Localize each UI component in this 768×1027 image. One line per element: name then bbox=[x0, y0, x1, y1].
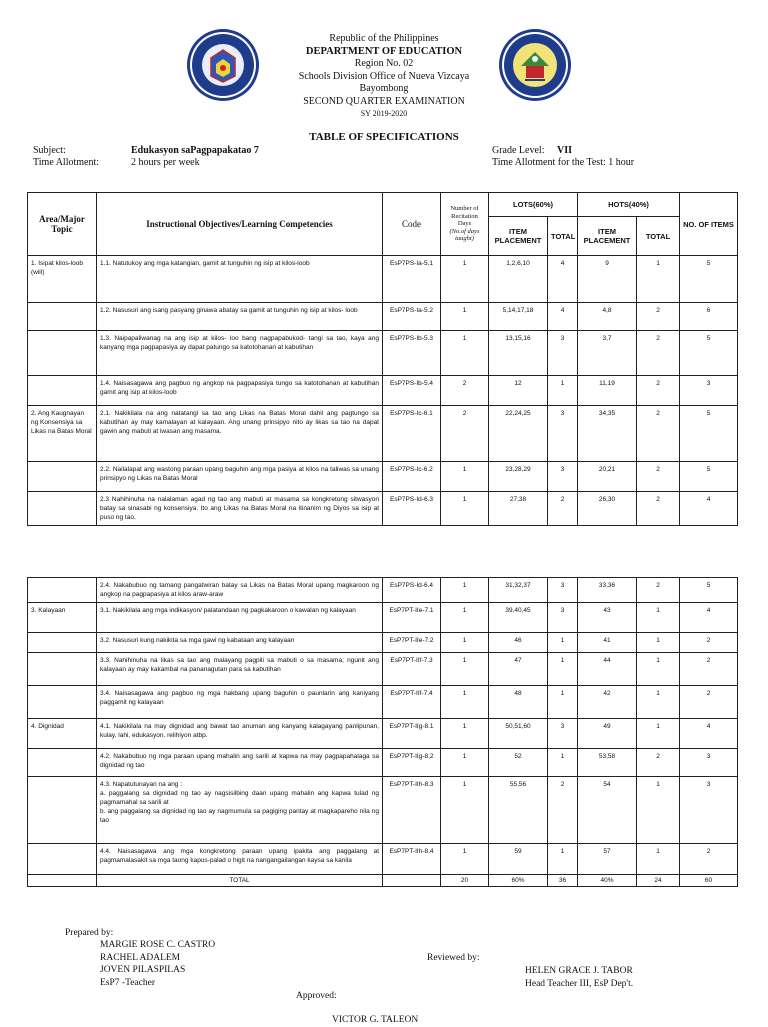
hots-total-cell: 1 bbox=[637, 719, 680, 749]
hots-total-cell: 2 bbox=[637, 331, 680, 376]
items-cell: 2 bbox=[680, 633, 738, 653]
table-row bbox=[28, 256, 738, 303]
items-cell: 2 bbox=[680, 653, 738, 686]
col-hots: HOTS(40%) bbox=[578, 193, 680, 217]
specifications-table-part1 bbox=[27, 192, 738, 526]
preparer-3: JOVEN PILASPILAS bbox=[100, 965, 186, 975]
area-cell: 2. Ang Kaugnayan ng Konsensiya sa Likas na Batas Moral bbox=[28, 406, 97, 462]
col-area: Area/Major Topic bbox=[28, 193, 97, 256]
lots-total-cell: 3 bbox=[548, 406, 578, 462]
area-cell bbox=[28, 376, 97, 406]
lots-total-cell: 3 bbox=[548, 462, 578, 492]
code-cell: EsP7PT-IIh-8.3 bbox=[383, 777, 441, 844]
objective-cell: 2.2. Nailalapat ang wastong paraan upang baguhin ang mga pasiya at kilos na taliwas sa unang prinsipyo ng Likas na Batas Moral bbox=[97, 462, 383, 492]
hots-placement-cell: 33,36 bbox=[578, 578, 637, 603]
items-cell: 2 bbox=[680, 844, 738, 875]
col-lots-placement: ITEM PLACEMENT bbox=[489, 217, 548, 256]
hots-placement-cell: 53,58 bbox=[578, 749, 637, 777]
items-cell: 5 bbox=[680, 256, 738, 303]
lots-placement-cell: 39,40,45 bbox=[489, 603, 548, 633]
preparer-role: EsP7 -Teacher bbox=[100, 977, 155, 988]
code-cell: EsP7PT-IIh-8.4 bbox=[383, 844, 441, 875]
totals-items: 60 bbox=[680, 875, 738, 887]
grade-level-value: VII bbox=[557, 145, 573, 156]
code-cell: EsP7PT-IIe-7.2 bbox=[383, 633, 441, 653]
area-cell: 4. Dignidad bbox=[28, 719, 97, 749]
area-cell bbox=[28, 462, 97, 492]
hots-placement-cell: 3,7 bbox=[578, 331, 637, 376]
specifications-table-part2 bbox=[27, 577, 738, 887]
objective-cell: 1.1. Natutukoy ang mga katangian, gamit at tunguhin ng isip at kilos-loob bbox=[97, 256, 383, 303]
area-cell: 1. Isipat kilos-loob (will) bbox=[28, 256, 97, 303]
table-row bbox=[28, 777, 738, 844]
col-objectives: Instructional Objectives/Learning Competencies bbox=[97, 193, 383, 256]
totals-hots-pct: 40% bbox=[578, 875, 637, 887]
objective-cell: 3.2. Nasusuri kung nakikita sa mga gawi ng kabataan ang kalayaan bbox=[97, 633, 383, 653]
col-code: Code bbox=[383, 193, 441, 256]
table-row bbox=[28, 406, 738, 462]
table-row bbox=[28, 653, 738, 686]
items-cell: 4 bbox=[680, 492, 738, 526]
code-cell: EsP7PT-IIe-7.1 bbox=[383, 603, 441, 633]
preparer-2: RACHEL ADALEM bbox=[100, 952, 181, 963]
time-allotment-value: 2 hours per week bbox=[131, 157, 200, 168]
days-cell: 1 bbox=[441, 686, 489, 719]
lots-total-cell: 3 bbox=[548, 719, 578, 749]
code-cell: EsP7PS-Ia-5.1 bbox=[383, 256, 441, 303]
col-lots-total: TOTAL bbox=[548, 217, 578, 256]
objective-cell: 2.3 Nahihinuha na nalalaman agad ng tao ang mabuti at masama sa kongkretong sitwasyon batay sa sinasabi ng konsensiya. Ito ang Likas na Batas Moral na itinanim ng Diyos sa isip at puso ng tao. bbox=[97, 492, 383, 526]
letterhead bbox=[200, 33, 568, 121]
items-cell: 5 bbox=[680, 462, 738, 492]
col-hots-total: TOTAL bbox=[637, 217, 680, 256]
division-line: Schools Division Office of Nueva Vizcaya bbox=[298, 70, 470, 82]
col-days-b: (No.of days taught) bbox=[449, 227, 480, 243]
hots-placement-cell: 9 bbox=[578, 256, 637, 303]
items-cell: 3 bbox=[680, 376, 738, 406]
reviewed-by-label: Reviewed by: bbox=[427, 953, 480, 963]
table-row bbox=[28, 578, 738, 603]
hots-total-cell: 1 bbox=[637, 256, 680, 303]
hots-total-cell: 1 bbox=[637, 653, 680, 686]
lots-placement-cell: 48 bbox=[489, 686, 548, 719]
lots-total-cell: 1 bbox=[548, 653, 578, 686]
department-line: DEPARTMENT OF EDUCATION bbox=[305, 45, 463, 57]
table-row bbox=[28, 303, 738, 331]
exam-line: SECOND QUARTER EXAMINATION bbox=[303, 95, 465, 107]
objective-cell: 4.4. Naisasagawa ang mga kongkretong paraan upang ipakita ang paggalang at pagmamalasakit sa mga taong kapus-palad o higit na nangangailangan kaysa sa kanila bbox=[97, 844, 383, 875]
hots-total-cell: 2 bbox=[637, 578, 680, 603]
objective-cell: 2.4. Nakabubuo ng tamang pangatwiran batay sa Likas na Batas Moral upang magkaroon ng angkop na pagpapasiya at kilos araw-araw bbox=[97, 578, 383, 603]
hots-placement-cell: 49 bbox=[578, 719, 637, 749]
area-cell: 3. Kalayaan bbox=[28, 603, 97, 633]
lots-total-cell: 3 bbox=[548, 578, 578, 603]
hots-placement-cell: 54 bbox=[578, 777, 637, 844]
code-cell: EsP7PS-Ia-5.2 bbox=[383, 303, 441, 331]
republic-line: Republic of the Philippines bbox=[329, 33, 439, 44]
items-cell: 2 bbox=[680, 686, 738, 719]
days-cell: 1 bbox=[441, 578, 489, 603]
hots-placement-cell: 41 bbox=[578, 633, 637, 653]
lots-total-cell: 3 bbox=[548, 603, 578, 633]
lots-placement-cell: 52 bbox=[489, 749, 548, 777]
subject-value: Edukasyon saPagpapakatao 7 bbox=[131, 145, 259, 156]
days-cell: 2 bbox=[441, 406, 489, 462]
lots-placement-cell: 13,15,16 bbox=[489, 331, 548, 376]
region-line: Region No. 02 bbox=[354, 58, 414, 69]
approver-name: VICTOR G. TALEON bbox=[332, 1015, 419, 1025]
hots-total-cell: 1 bbox=[637, 777, 680, 844]
totals-label: TOTAL bbox=[97, 875, 383, 887]
hots-total-cell: 2 bbox=[637, 303, 680, 331]
col-no-items: NO. OF ITEMS bbox=[680, 193, 738, 256]
hots-total-cell: 2 bbox=[637, 462, 680, 492]
items-cell: 4 bbox=[680, 719, 738, 749]
prepared-by-label: Prepared by: bbox=[65, 928, 114, 938]
lots-placement-cell: 50,51,60 bbox=[489, 719, 548, 749]
code-cell: EsP7PS-Id-6.3 bbox=[383, 492, 441, 526]
hots-total-cell: 2 bbox=[637, 749, 680, 777]
objective-cell: 4.2. Nakabubuo ng mga paraan upang mahalin ang sarili at kapwa na may pagpapahalaga sa dignidad ng tao bbox=[97, 749, 383, 777]
area-cell bbox=[28, 303, 97, 331]
objective-cell: 4.1. Nakikilala na may dignidad ang bawat tao anuman ang kanyang kalagayang panlipunan, kulay, lahi, edukasyon, relihiyon atbp. bbox=[97, 719, 383, 749]
lots-total-cell: 2 bbox=[548, 492, 578, 526]
table-row bbox=[28, 844, 738, 875]
hots-total-cell: 1 bbox=[637, 686, 680, 719]
lots-total-cell: 1 bbox=[548, 376, 578, 406]
lots-placement-cell: 22,24,25 bbox=[489, 406, 548, 462]
totals-hots-total: 24 bbox=[637, 875, 680, 887]
lots-placement-cell: 55,56 bbox=[489, 777, 548, 844]
col-lots: LOTS(60%) bbox=[489, 193, 578, 217]
code-cell: EsP7PS-Id-6.4 bbox=[383, 578, 441, 603]
days-cell: 1 bbox=[441, 462, 489, 492]
table-row bbox=[28, 749, 738, 777]
days-cell: 1 bbox=[441, 303, 489, 331]
lots-total-cell: 4 bbox=[548, 256, 578, 303]
objective-cell: 3.4. Naisasagawa ang pagbuo ng mga hakbang upang baguhin o paunlarin ang kaniyang paggamit ng kalayaan bbox=[97, 686, 383, 719]
objective-cell: 1.2. Nasusuri ang isang pasyang ginawa abatay sa gamit at tunguhin ng isip at kilos- loob bbox=[97, 303, 383, 331]
totals-lots-total: 36 bbox=[548, 875, 578, 887]
hots-placement-cell: 20,21 bbox=[578, 462, 637, 492]
hots-placement-cell: 34,35 bbox=[578, 406, 637, 462]
lots-placement-cell: 47 bbox=[489, 653, 548, 686]
hots-placement-cell: 4,8 bbox=[578, 303, 637, 331]
objective-cell: 4.3. Napatutunayan na ang : a. paggalang sa dignidad ng tao ay nagsisilbing daan upang mahalin ang kapwa tulad ng pagmamahal sa sarili at b. ang paggalang sa dignidad ng tao ay nagmumula sa pagiging pantay at magkapareho nila ng tao bbox=[97, 777, 383, 844]
days-cell: 1 bbox=[441, 633, 489, 653]
table-row bbox=[28, 462, 738, 492]
preparer-block bbox=[100, 939, 215, 989]
hots-total-cell: 1 bbox=[637, 844, 680, 875]
reviewer-name: HELEN GRACE J. TABOR bbox=[525, 966, 633, 976]
area-cell bbox=[28, 578, 97, 603]
table-row bbox=[28, 492, 738, 526]
totals-days: 20 bbox=[441, 875, 489, 887]
hots-total-cell: 2 bbox=[637, 406, 680, 462]
preparer-1: MARGIE ROSE C. CASTRO bbox=[100, 940, 216, 950]
subject-label: Subject: bbox=[33, 145, 66, 156]
town-line: Bayombong bbox=[359, 83, 409, 94]
area-cell bbox=[28, 331, 97, 376]
days-cell: 1 bbox=[441, 777, 489, 844]
items-cell: 3 bbox=[680, 749, 738, 777]
time-allotment-label: Time Allotment: bbox=[33, 157, 100, 168]
lots-total-cell: 4 bbox=[548, 303, 578, 331]
school-year: SY 2019-2020 bbox=[360, 109, 408, 118]
table-row bbox=[28, 633, 738, 653]
items-cell: 6 bbox=[680, 303, 738, 331]
code-cell: EsP7PT-IIg-8.2 bbox=[383, 749, 441, 777]
hots-placement-cell: 26,30 bbox=[578, 492, 637, 526]
hots-placement-cell: 57 bbox=[578, 844, 637, 875]
area-cell bbox=[28, 492, 97, 526]
days-cell: 1 bbox=[441, 256, 489, 303]
hots-total-cell: 1 bbox=[637, 603, 680, 633]
objective-cell: 2.1. Nakikilala na ang natatangi sa tao ang Likas na Batas Moral dahil ang pagtungo sa kabutihan ay may kamalayan at kalayaan. Ang unang prinsipyo nito ay likas sa tao na dapat gawin ang mabuti at iwasan ang masama. bbox=[97, 406, 383, 462]
reviewer-role: Head Teacher III, EsP Dep't. bbox=[525, 978, 634, 989]
code-cell: EsP7PT-IIg-8.1 bbox=[383, 719, 441, 749]
hots-placement-cell: 44 bbox=[578, 653, 637, 686]
table-row bbox=[28, 376, 738, 406]
lots-placement-cell: 27,38 bbox=[489, 492, 548, 526]
lots-total-cell: 3 bbox=[548, 331, 578, 376]
table-row bbox=[28, 331, 738, 376]
lots-total-cell: 1 bbox=[548, 749, 578, 777]
code-cell: EsP7PT-IIf-7.4 bbox=[383, 686, 441, 719]
items-cell: 5 bbox=[680, 331, 738, 376]
objective-cell: 1.3. Naipapaliwanag na ang isip at kilos- loo bang nagpapabukod- tangi sa tao, kaya ang kanyang mga pagpapasiya ay dapat patungo sa katotohanan at kabutihan bbox=[97, 331, 383, 376]
page-title: TABLE OF SPECIFICATIONS bbox=[309, 131, 459, 143]
grade-level-label: Grade Level: bbox=[492, 145, 545, 156]
lots-total-cell: 1 bbox=[548, 633, 578, 653]
lots-total-cell: 1 bbox=[548, 844, 578, 875]
lots-total-cell: 2 bbox=[548, 777, 578, 844]
code-cell: EsP7PT-IIf-7.3 bbox=[383, 653, 441, 686]
lots-placement-cell: 1,2,6,10 bbox=[489, 256, 548, 303]
hots-placement-cell: 42 bbox=[578, 686, 637, 719]
days-cell: 1 bbox=[441, 719, 489, 749]
days-cell: 1 bbox=[441, 492, 489, 526]
col-days-a: Number of Recitation Days bbox=[450, 205, 479, 228]
items-cell: 5 bbox=[680, 578, 738, 603]
days-cell: 2 bbox=[441, 376, 489, 406]
area-cell bbox=[28, 777, 97, 844]
lots-placement-cell: 5,14,17,18 bbox=[489, 303, 548, 331]
approved-label: Approved: bbox=[296, 991, 337, 1001]
code-cell: EsP7PS-Ib-5.4 bbox=[383, 376, 441, 406]
lots-placement-cell: 12 bbox=[489, 376, 548, 406]
code-cell: EsP7PS-Ic-6.1 bbox=[383, 406, 441, 462]
col-hots-placement: ITEM PLACEMENT bbox=[578, 217, 637, 256]
hots-total-cell: 2 bbox=[637, 492, 680, 526]
items-cell: 5 bbox=[680, 406, 738, 462]
area-cell bbox=[28, 844, 97, 875]
lots-total-cell: 1 bbox=[548, 686, 578, 719]
table-row bbox=[28, 686, 738, 719]
area-cell bbox=[28, 749, 97, 777]
code-cell: EsP7PS-Ic-6.2 bbox=[383, 462, 441, 492]
hots-total-cell: 2 bbox=[637, 376, 680, 406]
reviewer-block bbox=[525, 965, 633, 990]
days-cell: 1 bbox=[441, 331, 489, 376]
lots-placement-cell: 23,28,29 bbox=[489, 462, 548, 492]
totals-lots-pct: 60% bbox=[489, 875, 548, 887]
code-cell: EsP7PS-Ib-5.3 bbox=[383, 331, 441, 376]
col-recitation-days bbox=[441, 193, 489, 256]
totals-row bbox=[28, 875, 738, 887]
days-cell: 1 bbox=[441, 603, 489, 633]
table-row bbox=[28, 719, 738, 749]
days-cell: 1 bbox=[441, 749, 489, 777]
hots-placement-cell: 43 bbox=[578, 603, 637, 633]
area-cell bbox=[28, 633, 97, 653]
hots-total-cell: 1 bbox=[637, 633, 680, 653]
area-cell bbox=[28, 653, 97, 686]
objective-cell: 3.3. Nahihinuha na likas sa tao ang malayang pagpili sa mabuti o sa masama; ngunit ang kalayaan ay may kakambal na pananagutan para sa kabutihan bbox=[97, 653, 383, 686]
objective-cell: 3.1. Nakikilala ang mga indikasyon/ palatandaan ng pagkakaroon o kawalan ng kalayaan bbox=[97, 603, 383, 633]
lots-placement-cell: 31,32,37 bbox=[489, 578, 548, 603]
items-cell: 4 bbox=[680, 603, 738, 633]
lots-placement-cell: 46 bbox=[489, 633, 548, 653]
days-cell: 1 bbox=[441, 844, 489, 875]
test-time-allotment: Time Allotment for the Test: 1 hour bbox=[492, 157, 635, 168]
days-cell: 1 bbox=[441, 653, 489, 686]
objective-cell: 1.4. Naisasagawa ang pagbuo ng angkop na pagpapasiya tungo sa katotohanan at kabutihan gamit ang isip at kilos-loob bbox=[97, 376, 383, 406]
area-cell bbox=[28, 686, 97, 719]
lots-placement-cell: 59 bbox=[489, 844, 548, 875]
items-cell: 3 bbox=[680, 777, 738, 844]
hots-placement-cell: 11,19 bbox=[578, 376, 637, 406]
table-row bbox=[28, 603, 738, 633]
